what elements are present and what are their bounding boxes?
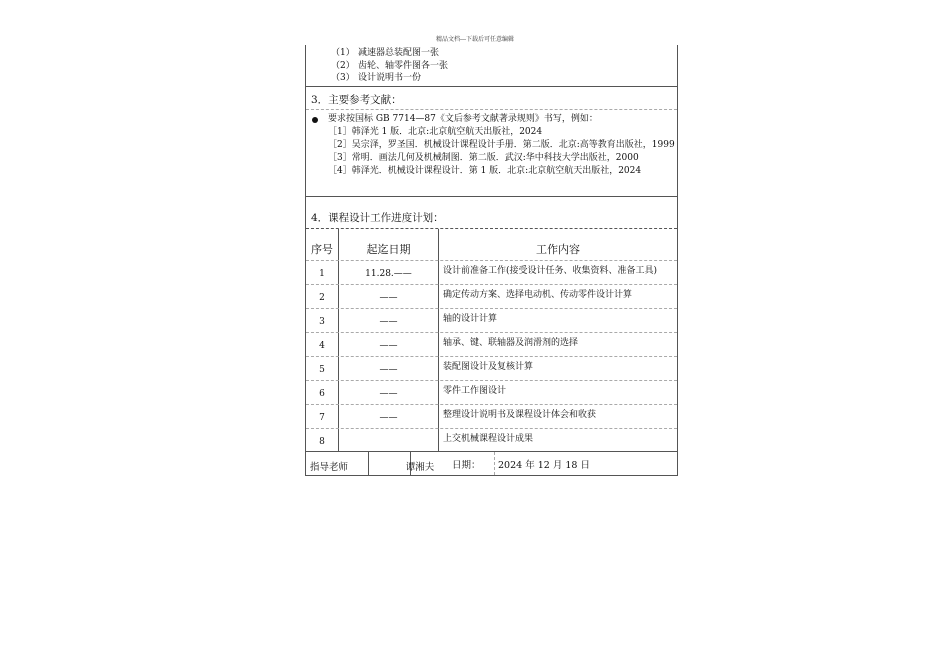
row-content: 轴承、键、联轴器及润滑剂的选择 (443, 338, 579, 348)
row-content: 上交机械课程设计成果 (443, 434, 534, 444)
row-content: 轴的设计计算 (443, 314, 498, 324)
date-value: 2024 年 12 月 18 日 (498, 460, 590, 471)
table-header-content: 工作内容 (536, 243, 580, 256)
divider (306, 86, 677, 87)
row-content: 整理设计说明书及课程设计体会和收获 (443, 410, 597, 420)
section4-title: 4．课程设计工作进度计划： (311, 212, 444, 224)
date-label: 日期： (452, 460, 481, 471)
row-date: —— (379, 413, 398, 423)
row-content: 零件工作图设计 (443, 386, 507, 396)
section3-title: 3．主要参考文献： (311, 94, 402, 106)
row-num: 2 (319, 293, 325, 303)
table-column-line (438, 229, 439, 451)
deliverable-num: （3） (331, 73, 355, 83)
row-content: 确定传动方案、选择电动机、传动零件设计计算 (443, 290, 633, 300)
table-row-line (306, 380, 677, 381)
divider (306, 451, 677, 452)
divider (306, 196, 677, 197)
divider (306, 109, 677, 110)
row-content: 设计前准备工作(接受设计任务、收集资料、准备工具) (443, 266, 658, 276)
reference-intro: 要求按国标 GB 7714—87《文后参考文献著录规则》书写，例如： (328, 114, 598, 124)
deliverable-text: 齿轮、轴零件图各一张 (358, 61, 449, 71)
table-row-line (306, 404, 677, 405)
table-row-line (306, 332, 677, 333)
advisor-label: 指导老师 (310, 462, 349, 473)
row-num: 4 (319, 341, 325, 351)
table-row-line (306, 428, 677, 429)
row-date: —— (379, 389, 398, 399)
deliverable-num: （1） (331, 48, 355, 58)
row-num: 5 (319, 365, 325, 375)
reference-item: ［2］吴宗泽，罗圣国．机械设计课程设计手册．第二版．北京:高等教育出版社，1999 (328, 140, 675, 150)
row-date: 11.28.—— (365, 269, 412, 279)
table-row-line (306, 260, 677, 261)
document-frame (305, 45, 678, 476)
table-header-date: 起迄日期 (366, 243, 411, 256)
row-date: —— (379, 293, 398, 303)
page-header: 精品文档---下载后可任意编辑 (435, 36, 515, 43)
table-header-num: 序号 (311, 243, 333, 256)
deliverable-num: （2） (331, 61, 355, 71)
row-num: 3 (319, 317, 325, 327)
reference-item: ［4］韩泽光．机械设计课程设计．第 1 版．北京:北京航空航天出版社，2024 (328, 166, 642, 176)
row-date: —— (379, 317, 398, 327)
row-num: 6 (319, 389, 325, 399)
row-date: —— (379, 365, 398, 375)
reference-item: ［1］韩泽光 1 版．北京:北京航空航天出版社，2024 (328, 127, 543, 137)
reference-item: ［3］常明．画法几何及机械制图．第二版．武汉:华中科技大学出版社，2000 (328, 153, 639, 163)
table-row-line (306, 356, 677, 357)
row-num: 1 (319, 269, 325, 279)
deliverable-text: 设计说明书一份 (358, 73, 422, 83)
deliverable-text: 减速器总装配图一张 (358, 48, 440, 58)
row-date: —— (379, 341, 398, 351)
divider (306, 228, 677, 229)
bullet-icon (312, 117, 318, 123)
footer-column-line (494, 452, 495, 475)
advisor-signature: 谭湘夫 (405, 462, 435, 473)
table-row-line (306, 284, 677, 285)
row-content: 装配图设计及复核计算 (443, 362, 534, 372)
table-row-line (306, 308, 677, 309)
row-num: 7 (319, 413, 325, 423)
row-num: 8 (319, 437, 325, 447)
